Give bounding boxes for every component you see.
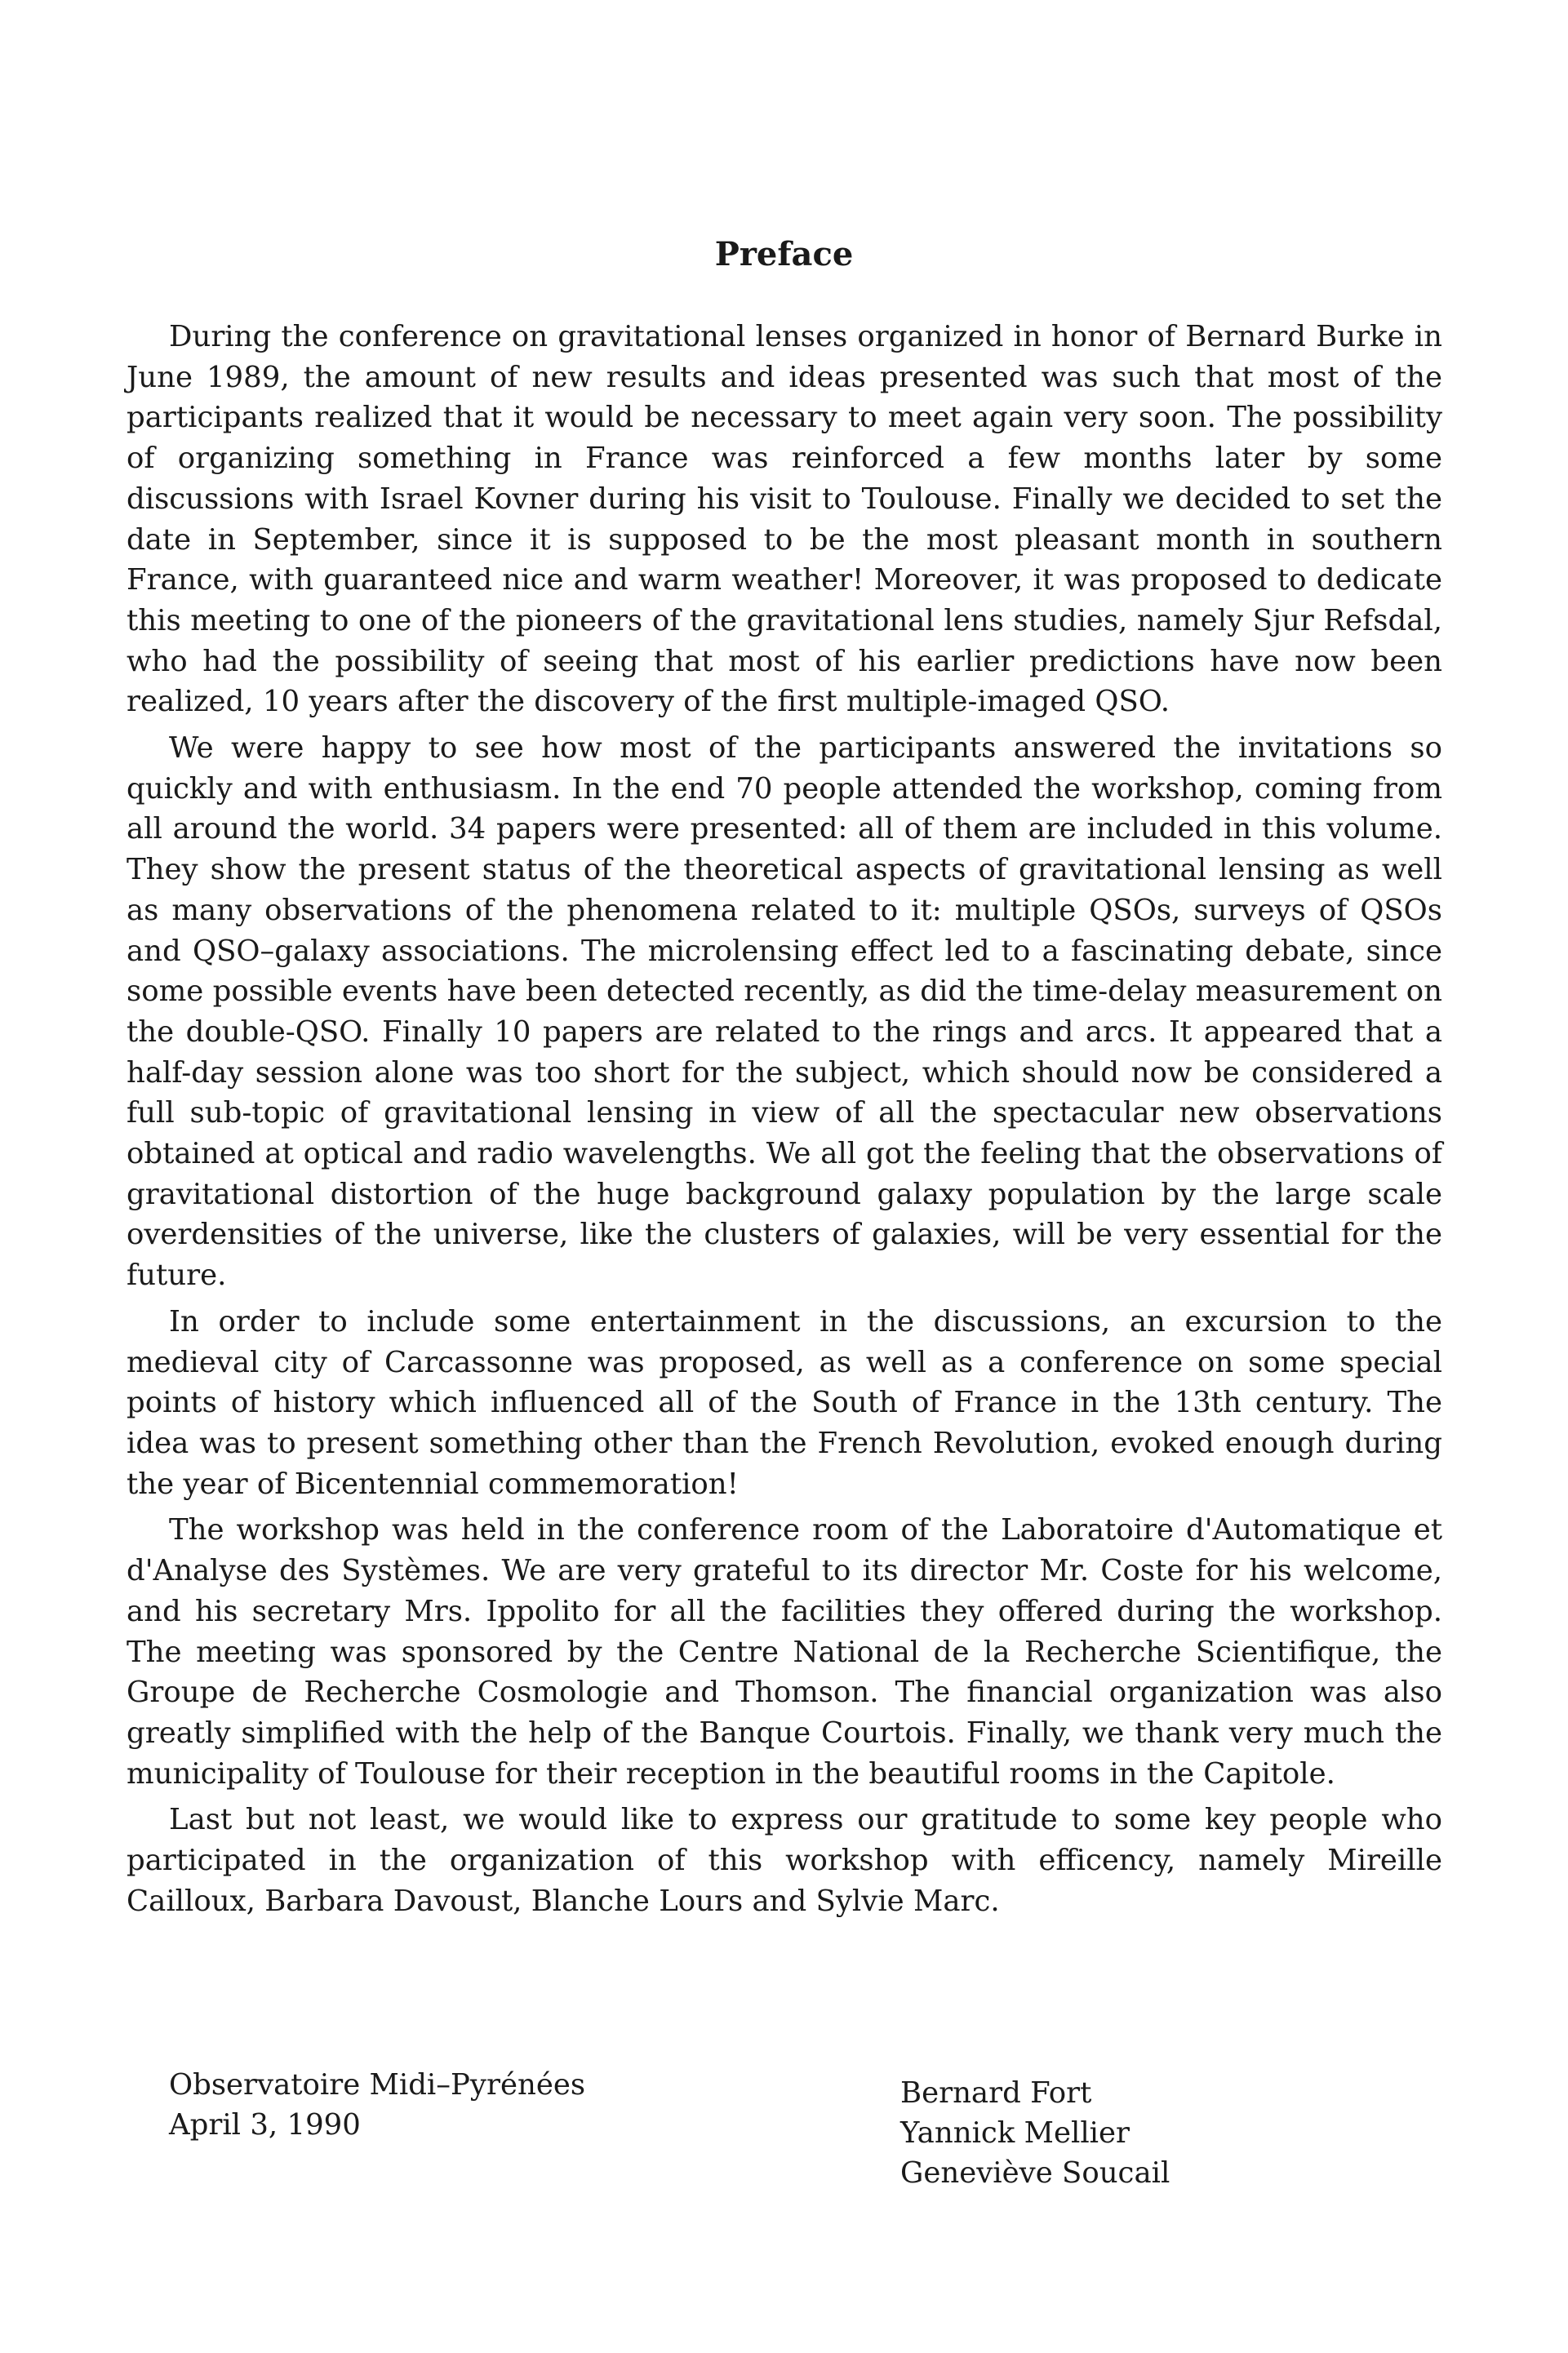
signoff (0, 2065, 1568, 2212)
signoff-place: Observatoire Midi–Pyrénées (169, 2068, 586, 2102)
signoff-authors (900, 2073, 1170, 2193)
preface-body (127, 317, 1442, 1921)
signoff-date: April 3, 1990 (169, 2108, 361, 2142)
page-title: Preface (714, 235, 854, 273)
paragraph-1: During the conference on gravitational lenses organized in honor of Bernard Burke in June 1989, the amount of new results and ideas presented was such that most of the participants realized that it would be necessary to meet again very soon. The possibility of organizing something in France was reinforced a few months later by some discussions with Israel Kovner during his visit to Toulouse. Finally we decided to set the date in September, since it is supposed to be the most pleasant month in southern France, with guaranteed nice and warm weather! Moreover, it was proposed to dedicate this meeting to one of the pioneers of the gravitational lens studies, namely Sjur Refsdal, who had the possibility of seeing that most of his earlier predictions have now been realized, 10 years after the discovery of the first multiple-imaged QSO. (127, 320, 1442, 719)
paragraph-3: In order to include some entertainment in the discussions, an excursion to the medieval city of Carcassonne was proposed, as well as a conference on some special points of history which influenced all of the South of France in the 13th century. The idea was to present something other than the French Revolution, evoked enough during the year of Bicentennial commemoration! (127, 1304, 1442, 1501)
paragraph-4: The workshop was held in the conference room of the Laboratoire d'Automatique et d'Analyse des Systèmes. We are very grateful to its director Mr. Coste for his welcome, and his secretary Mrs. Ippolito for all the facilities they offered during the workshop. The meeting was sponsored by the Centre National de la Recherche Scientifique, the Groupe de Recherche Cosmologie and Thomson. The financial organization was also greatly simplified with the help of the Banque Courtois. Finally, we thank very much the municipality of Toulouse for their reception in the beautiful rooms in the Capitole. (127, 1513, 1442, 1791)
author-name: Yannick Mellier (900, 2116, 1130, 2150)
author-name: Geneviève Soucail (900, 2156, 1170, 2190)
signoff-place-date (169, 2065, 585, 2145)
paragraph-2: We were happy to see how most of the participants answered the invitations so quickly and with enthusiasm. In the end 70 people attended the workshop, coming from all around the world. 34 papers were presented: all of them are included in this volume. They show the present status of the theoretical aspects of gravitational lensing as well as many observations of the phenomena related to it: multiple QSOs, surveys of QSOs and QSO–galaxy associations. The microlensing effect led to a fascinating debate, since some possible events have been detected recently, as did the time-delay measurement on the double-QSO. Finally 10 papers are related to the rings and arcs. It appeared that a half-day session alone was too short for the subject, which should now be considered a full sub-topic of gravitational lensing in view of all the spectacular new observations obtained at optical and radio wavelengths. We all got the feeling that the observations of gravitational distortion of the huge background galaxy population by the large scale overdensities of the universe, like the clusters of galaxies, will be very essential for the future. (127, 731, 1442, 1293)
paragraph-5: Last but not least, we would like to express our gratitude to some key people who participated in the organization of this workshop with efficency, namely Mireille Cailloux, Barbara Davoust, Blanche Lours and Sylvie Marc. (127, 1803, 1442, 1918)
author-name: Bernard Fort (900, 2076, 1092, 2110)
